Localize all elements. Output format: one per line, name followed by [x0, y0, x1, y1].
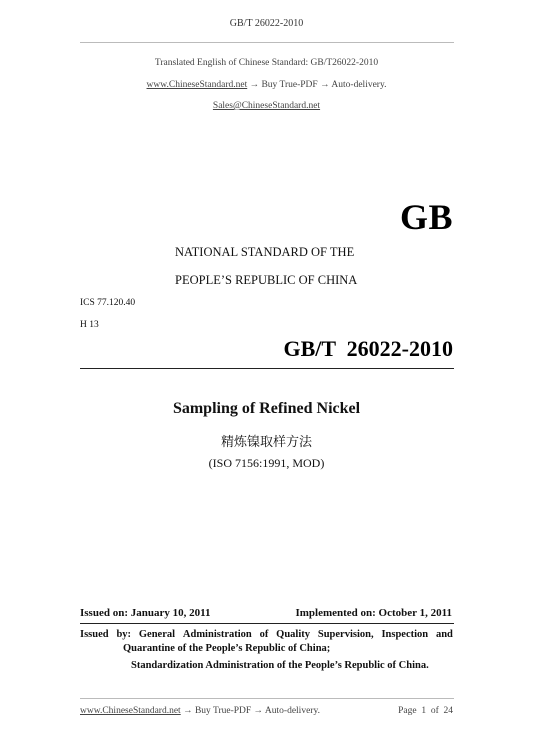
footer-divider — [80, 698, 454, 699]
issued-by-word: by: — [116, 629, 132, 640]
page-label: Page — [398, 706, 417, 716]
issue-divider — [80, 623, 454, 624]
of-label: of — [430, 706, 439, 716]
header-doc-code: GB/T 26022-2010 — [229, 18, 304, 29]
standard-number: GB/T 26022-2010 — [283, 336, 453, 361]
issued-on-date: Issued on: January 10, 2011 — [80, 607, 211, 619]
gb-mark: GB — [399, 197, 453, 237]
issued-by-word: Administration — [182, 629, 252, 640]
page-number: 1 — [421, 706, 427, 716]
h-code: H 13 — [80, 320, 99, 330]
issued-by-block — [80, 628, 453, 656]
footer-left — [80, 706, 320, 716]
standardization-administration: Standardization Administration of the People’s Republic of China. — [131, 660, 429, 671]
issued-by-word: Quality — [276, 629, 311, 640]
translation-notice-line2 — [0, 80, 533, 90]
iso-reference: (ISO 7156:1991, MOD) — [208, 456, 325, 470]
national-standard-line2: PEOPLE’S REPUBLIC OF CHINA — [175, 273, 358, 287]
title-chinese: 精炼镍取样方法 — [220, 435, 312, 450]
page-total: 24 — [443, 706, 453, 716]
issued-by-word: Supervision, — [317, 629, 374, 640]
sales-email-link[interactable]: Sales@ChineseStandard.net — [212, 101, 321, 111]
buy-pdf-text: → Buy True-PDF → Auto-delivery. — [247, 80, 387, 90]
issued-by-line1 — [80, 628, 453, 642]
issued-by-word: Issued — [80, 629, 109, 640]
translation-notice-line3 — [0, 101, 533, 111]
header-divider — [80, 42, 454, 43]
issued-by-word: Inspection — [381, 629, 429, 640]
footer-buy-text: → Buy True-PDF → Auto-delivery. — [180, 706, 320, 716]
issued-by-word: General — [138, 629, 176, 640]
page-counter — [398, 706, 453, 716]
issued-by-word: and — [435, 629, 453, 640]
ics-code: ICS 77.120.40 — [80, 298, 136, 308]
standard-number-divider — [80, 368, 454, 369]
issued-by-line2: Quarantine of the People’s Republic of China; — [123, 643, 331, 654]
footer-site-link[interactable]: www.ChineseStandard.net — [80, 706, 181, 716]
chinese-standard-link[interactable]: www.ChineseStandard.net — [146, 80, 248, 90]
issued-by-word: of — [259, 629, 269, 640]
implemented-on-date: Implemented on: October 1, 2011 — [295, 607, 452, 619]
national-standard-line1: NATIONAL STANDARD OF THE — [175, 245, 355, 259]
translation-notice-line1: Translated English of Chinese Standard: GB/T26022-2010 — [154, 58, 379, 68]
title-english: Sampling of Refined Nickel — [172, 400, 361, 417]
